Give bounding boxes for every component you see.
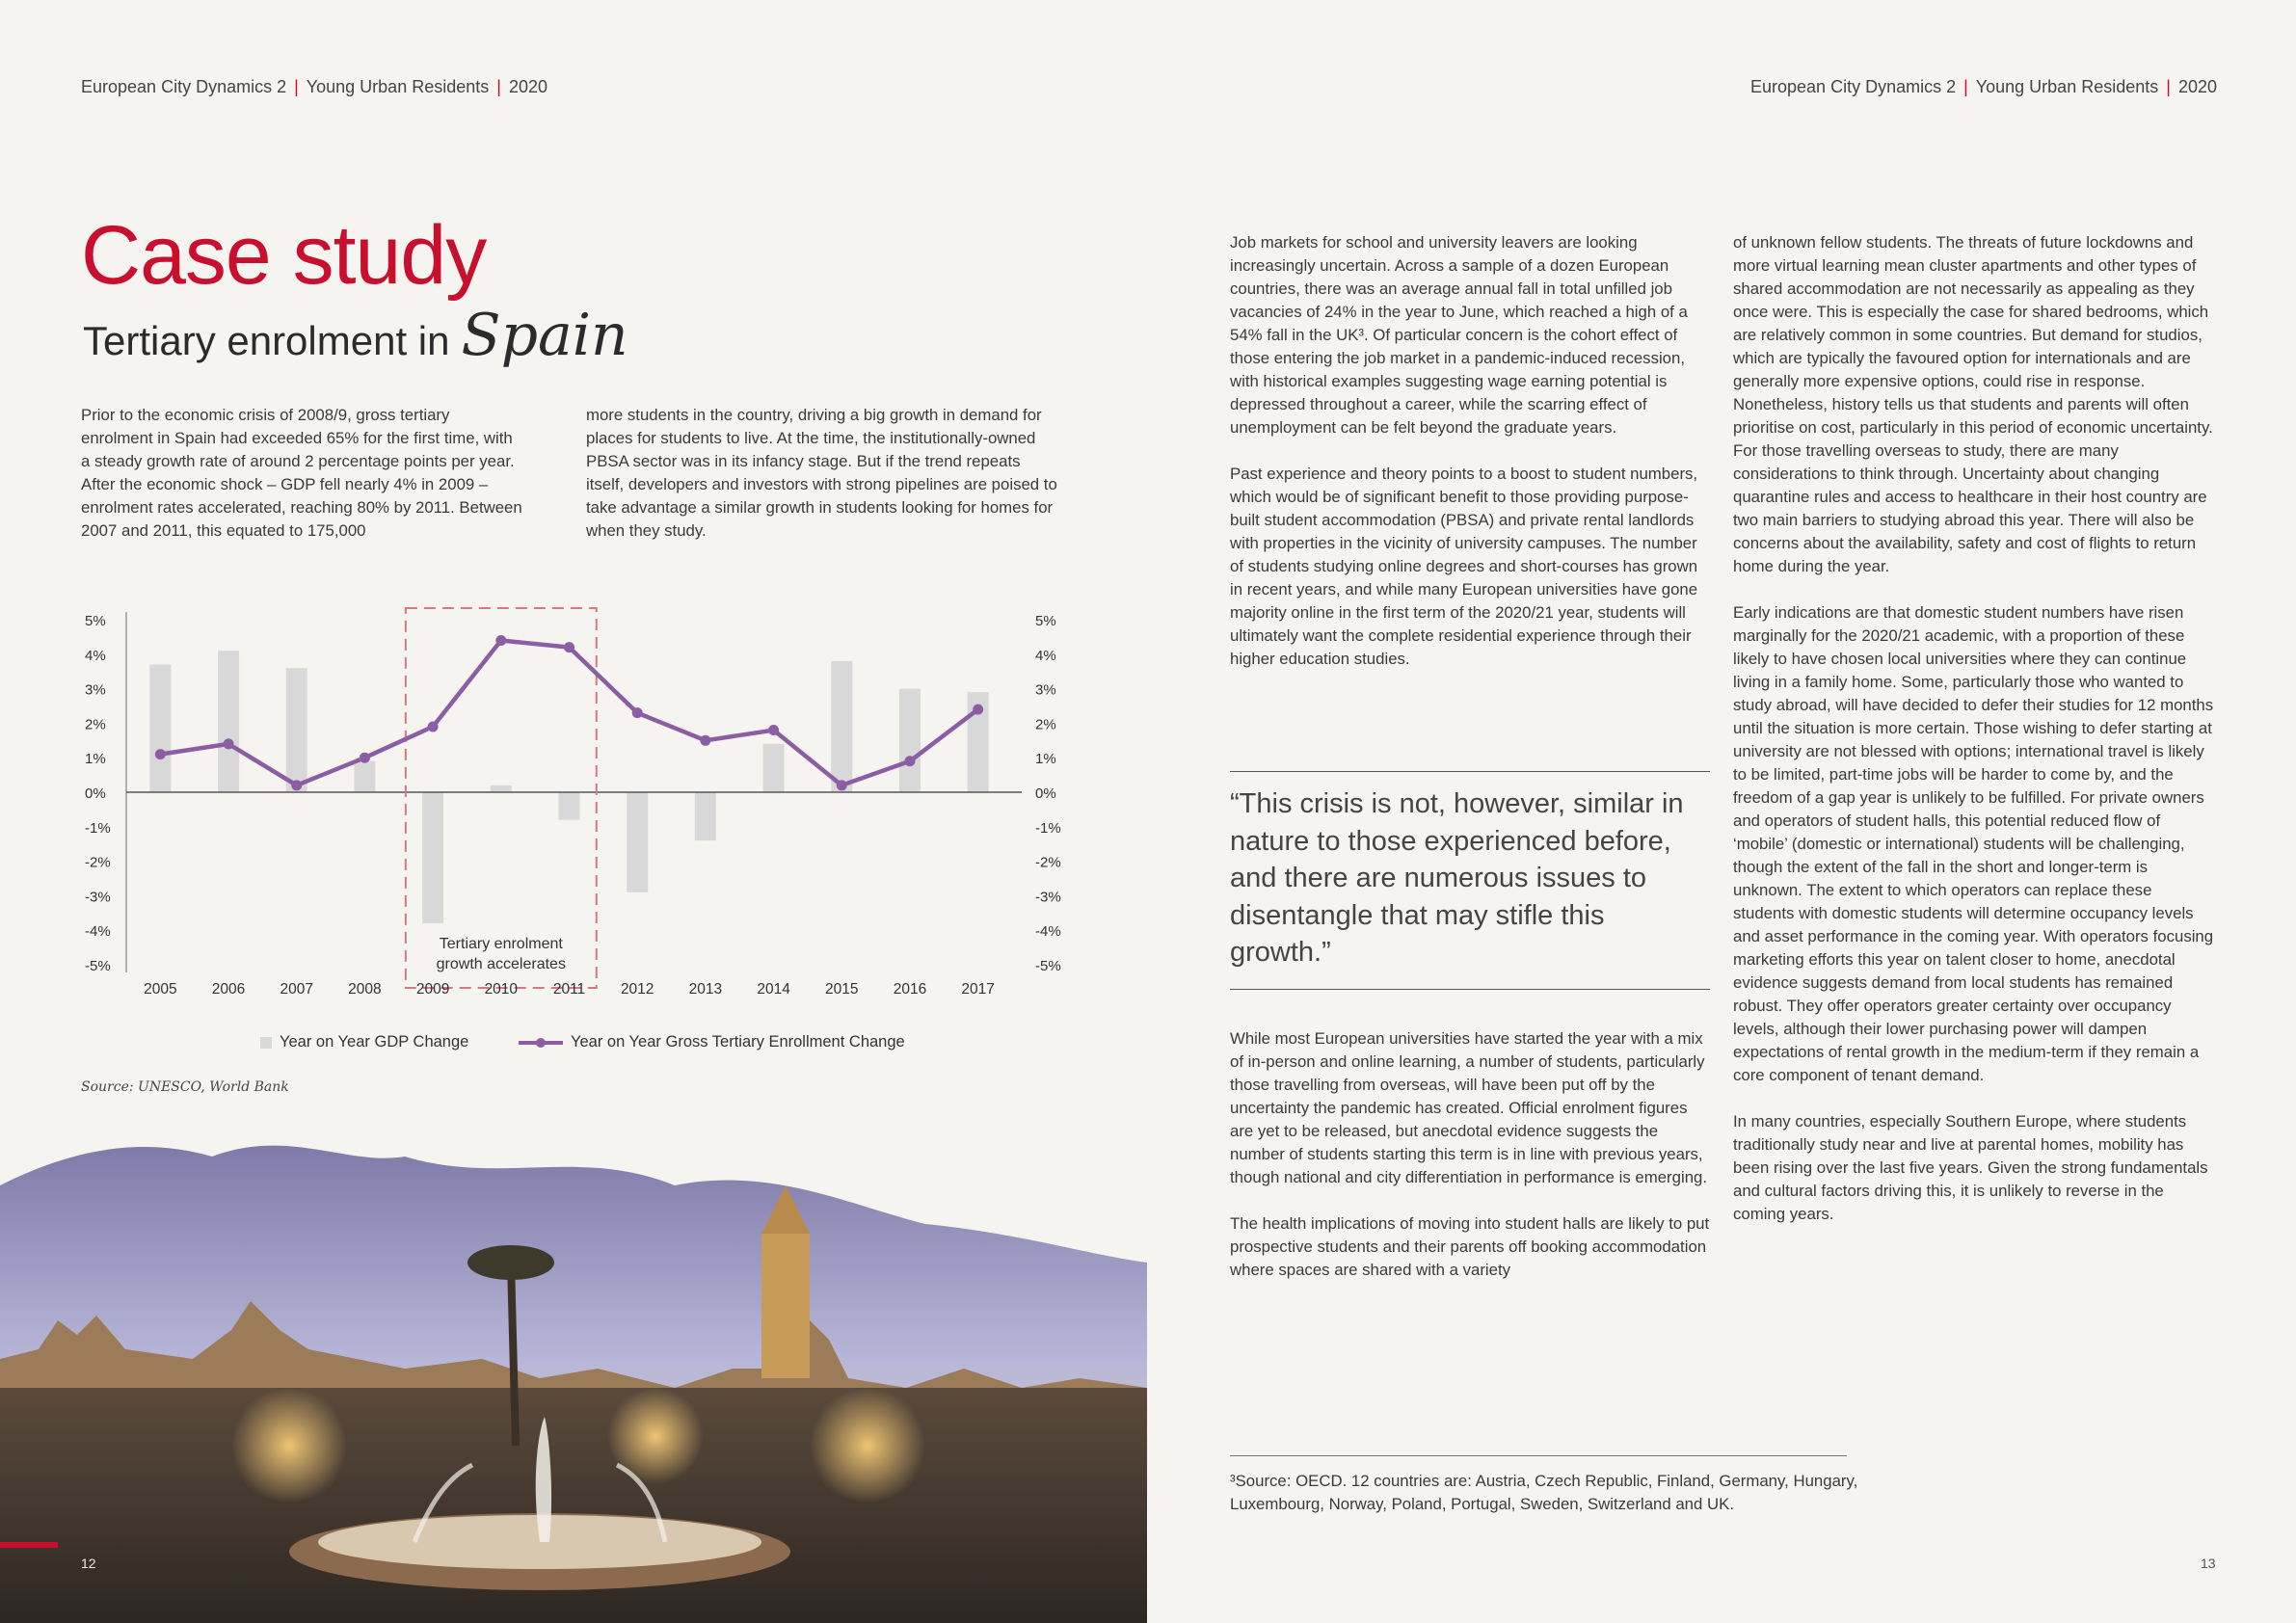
gdp-bar	[218, 651, 239, 792]
enrollment-point	[837, 780, 847, 790]
y-tick-label-left: 3%	[85, 681, 106, 699]
enrollment-point	[155, 749, 166, 759]
y-tick-label-right: 3%	[1035, 681, 1056, 699]
enrollment-point	[632, 707, 643, 718]
header-year: 2020	[508, 77, 547, 96]
enrollment-point	[428, 721, 439, 732]
x-tick-label: 2007	[280, 981, 313, 998]
x-tick-label: 2012	[620, 981, 654, 998]
y-tick-label-left: -5%	[85, 958, 111, 974]
gdp-bar	[491, 785, 512, 792]
x-tick-label: 2014	[757, 981, 790, 998]
enrollment-point	[291, 780, 302, 790]
y-tick-label-left: 0%	[85, 785, 106, 802]
y-tick-label-right: 0%	[1035, 785, 1056, 802]
header-pub: European City Dynamics 2	[81, 77, 287, 96]
y-tick-label-left: 2%	[85, 716, 106, 733]
y-tick-label-right: -4%	[1035, 923, 1061, 941]
x-tick-label: 2009	[415, 981, 450, 998]
enrollment-point	[904, 756, 915, 766]
column-b-paragraph-3: In many countries, especially Southern Europe, where students traditionally study near and live at parental homes, mobility has been rising over the last five years. Given the strong fundamentals and cultural factors driving this, it is unlikely to reverse in the coming years.	[1733, 1112, 2208, 1223]
header-year: 2020	[2177, 77, 2217, 96]
x-tick-label: 2010	[484, 981, 519, 998]
column-a-paragraph-4: The health implications of moving into student halls are likely to put prospective students and their parents off booking accommodation where spaces are shared with a variety	[1230, 1214, 1710, 1279]
column-a	[1230, 231, 1712, 694]
column-b	[1733, 231, 2217, 1249]
column-a-paragraph-3: While most European universities have started the year with a mix of in-person and online learning, a number of students, particularly those travelling from overseas, will have been put off by the uncertainty the pandemic has created. Official enrolment figures are yet to be released, but anecdotal evidence suggests the number of students starting this term is in line with previous years, though national and city differentiation in performance is emerging.	[1230, 1029, 1708, 1186]
y-tick-label-right: -1%	[1035, 819, 1061, 837]
gdp-bar	[831, 661, 852, 792]
enrollment-line	[160, 640, 977, 785]
y-tick-label-left: 1%	[85, 751, 106, 768]
header-left: European City Dynamics 2 | Young Urban Residents | 2020	[81, 77, 547, 96]
photo-balboa-park	[0, 1128, 1147, 1623]
y-tick-label-right: 4%	[1035, 647, 1056, 664]
header-pub: European City Dynamics 2	[1750, 77, 1957, 96]
header-section: Young Urban Residents	[1975, 77, 2159, 96]
y-tick-label-right: -5%	[1035, 958, 1061, 974]
header-right: European City Dynamics 2 | Young Urban Residents | 2020	[1750, 77, 2217, 96]
y-tick-label-left: -4%	[85, 923, 111, 941]
gdp-bar	[763, 744, 785, 792]
gdp-bar	[559, 792, 580, 820]
intro-col-2: more students in the country, driving a big growth in demand for places for students to live. At the time, the institutionally-owned PBSA sector was in its infancy stage. But if the trend repeats itself, developers and investors with strong pipelines are poised to take advantage a similar growth in students looking for homes for when they study.	[586, 406, 1057, 540]
legend-gdp-label: Year on Year GDP Change	[280, 1033, 469, 1051]
page-title: Case study	[81, 209, 487, 302]
gdp-bar	[695, 792, 716, 840]
enrollment-point	[224, 738, 234, 749]
footnote-divider	[1230, 1455, 1847, 1456]
legend-gdp-swatch	[260, 1037, 272, 1049]
enrollment-point	[495, 635, 506, 646]
y-tick-label-right: 1%	[1035, 751, 1056, 768]
page-number-right: 13	[2201, 1556, 2216, 1571]
chart-source: Source: UNESCO, World Bank	[81, 1079, 289, 1095]
x-tick-label: 2016	[893, 981, 927, 998]
y-tick-label-right: -3%	[1035, 889, 1061, 906]
legend-gdp	[260, 1033, 468, 1051]
column-b-paragraph-2: Early indications are that domestic student numbers have risen marginally for the 2020/21 academic, with a proportion of these likely to have chosen local universities where they can continue living in a family home. Some, particularly those who wanted to study abroad, will have decided to defer their studies for 12 months until the situation is more certain. Those wishing to defer starting at university are not blessed with options; international travel is likely to be limited, part-time jobs will be harder to come by, and the freedom of a gap year is unlikely to be fulfilled. For private owners and operators of student halls, this potential reduced flow of ‘mobile’ (domestic or international) students will be challenging, though the extent of the fall in the short and longer-term is unknown. The extent to which operators can replace these students with domestic students will determine occupancy levels and asset performance in the coming year. With operators focusing marketing efforts this year on talent closer to home, anecdotal evidence suggests demand from local students has remained robust. They offer operators greater certainty over occupancy levels, although their lower purchasing power will dampen expectations of rental growth in the medium-term if they remain a core component of tenant demand.	[1733, 603, 2214, 1084]
subtitle-script-word: Spain	[461, 302, 628, 369]
y-tick-label-right: -2%	[1035, 854, 1061, 871]
legend-enrollment-label: Year on Year Gross Tertiary Enrollment Change	[571, 1033, 905, 1051]
intro-col-1: Prior to the economic crisis of 2008/9, gross tertiary enrolment in Spain had exceeded 65% for the first time, with a steady growth rate of around 2 percentage points per year. After the economic shock – GDP fell nearly 4% in 2009 – enrolment rates accelerated, reaching 80% by 2011. Between 2007 and 2011, this equated to 175,000	[81, 406, 522, 540]
y-tick-label-left: -1%	[85, 819, 111, 837]
legend-enrollment	[517, 1033, 905, 1051]
gdp-bar	[422, 792, 443, 923]
enrollment-point	[768, 725, 779, 735]
gdp-bar	[286, 668, 307, 792]
enrollment-point	[564, 642, 574, 652]
y-tick-label-right: 2%	[1035, 716, 1056, 733]
x-tick-label: 2015	[825, 981, 859, 998]
column-b-paragraph-1: of unknown fellow students. The threats of future lockdowns and more virtual learning mean cluster apartments and other types of shared accommodation are not necessarily as appealing as they once were. This is especially the case for shared bedrooms, which are relatively common in some countries. But demand for studios, which are typically the favoured option for internationals and are generally more expensive options, could rise in response. Nonetheless, history tells us that students and parents will often prioritise on cost, particularly in this period of economic uncertainty. For those travelling overseas to study, there are many considerations to think through. Uncertainty about changing quarantine rules and access to healthcare in their host country are two main barriers to studying abroad this year. There will also be concerns about the availability, safety and cost of flights to return home during the year.	[1733, 233, 2213, 575]
gdp-bar	[899, 689, 921, 792]
x-tick-label: 2005	[144, 981, 177, 998]
y-tick-label-left: -2%	[85, 854, 111, 871]
column-a-paragraph-2: Past experience and theory points to a boost to student numbers, which would be of significant benefit to those providing purpose-built student accommodation (PBSA) and private rental landlords with properties in the vicinity of university campuses. The number of students studying online degrees and short-courses has grown in recent years, and while many European universities have gone majority online in the first term of the 2020/21 year, students will ultimately want the complete residential experience through their higher education studies.	[1230, 465, 1698, 668]
column-a-continued	[1230, 1027, 1712, 1305]
gdp-bar	[627, 792, 648, 892]
legend-enrollment-marker	[517, 1036, 565, 1050]
y-tick-label-left: 5%	[85, 613, 106, 629]
y-tick-label-left: 4%	[85, 647, 106, 664]
page-number-left: 12	[81, 1556, 96, 1571]
subtitle-text: Tertiary enrolment in	[83, 318, 450, 363]
enrollment-point	[973, 705, 983, 715]
header-section: Young Urban Residents	[306, 77, 490, 96]
y-tick-label-right: 5%	[1035, 613, 1056, 629]
pull-quote: “This crisis is not, however, similar in nature to those experienced before, and there are numerous issues to disentangle that may stifle this growth.”	[1230, 771, 1710, 990]
gdp-bar	[149, 665, 171, 792]
chart	[0, 0, 1147, 1128]
column-a-paragraph-1: Job markets for school and university leavers are looking increasingly uncertain. Across a sample of a dozen European countries, there was an average annual fall in total unfilled job vacancies of 24% in the year to June, which reached a high of a 54% fall in the UK³. Of particular concern is the cohort effect of those entering the job market in a pandemic-induced recession, with historical examples suggesting wage earning potential is depressed throughout a career, while the scarring effect of unemployment can be felt beyond the graduate years.	[1230, 233, 1688, 437]
footnote: ³Source: OECD. 12 countries are: Austria, Czech Republic, Finland, Germany, Hungary, Luxembourg, Norway, Poland, Portugal, Sweden, Switzerland and UK.	[1230, 1472, 1858, 1513]
x-tick-label: 2006	[211, 981, 246, 998]
y-tick-label-left: -3%	[85, 889, 111, 906]
annotation-label-line1: Tertiary enrolment	[439, 936, 563, 952]
enrollment-point	[360, 753, 370, 763]
enrollment-point	[700, 735, 710, 746]
annotation-label-line2: growth accelerates	[436, 956, 566, 972]
gdp-bar	[354, 761, 375, 792]
x-tick-label: 2013	[688, 981, 723, 998]
x-tick-label: 2017	[961, 981, 995, 998]
x-tick-label: 2008	[348, 981, 382, 998]
x-tick-label: 2011	[552, 981, 586, 998]
